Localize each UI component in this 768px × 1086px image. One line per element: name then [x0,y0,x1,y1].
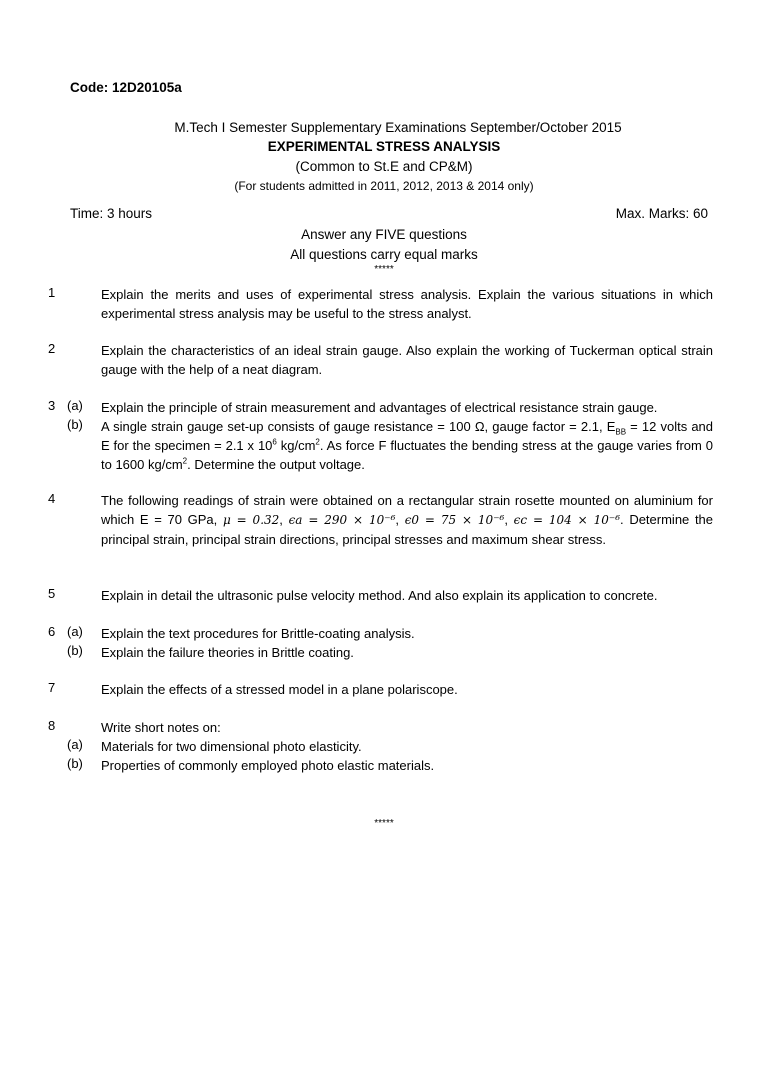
question-number: 6 [48,624,56,639]
exam-title: M.Tech I Semester Supplementary Examinations September/October 2015 [174,120,622,135]
question-text: Explain the effects of a stressed model in a plane polariscope. [101,682,458,697]
sub-label-a: (a) [67,398,83,413]
admitted-note: (For students admitted in 2011, 2012, 2013 & 2014 only) [234,179,534,193]
separator-stars: ***** [374,264,394,275]
question-text: Explain in detail the ultrasonic pulse velocity method. And also explain its application to concrete. [101,588,658,603]
sub-label-a: (a) [67,624,83,639]
end-stars: ***** [374,818,394,829]
question-text-a: Materials for two dimensional photo elasticity. [101,739,362,754]
question-number: 4 [48,491,56,506]
instruction-answer: Answer any FIVE questions [301,227,467,242]
question-text: Explain the merits and uses of experimental stress analysis. Explain the various situations in which experimental stress analysis may be useful to the stress analyst. [101,287,713,321]
time-allowed: Time: 3 hours [70,206,153,221]
question-number: 7 [48,680,56,695]
question-paper-code: Code: 12D20105a [70,80,182,95]
question-number: 8 [48,718,56,733]
question-text-b: A single strain gauge set-up consists of gauge resistance = 100 Ω, gauge factor = 2.1, $E_{BB} = 12$ volts and E for the specimen = 2.1 x $10^6$ $kg/cm^2$. As force F fluctuates the bending stress at the gauge varies from 0 to 1600 $kg/cm^2$. Determine the output voltage. [101,419,714,472]
question-text-b: Explain the failure theories in Brittle coating. [101,645,354,660]
sub-label-b: (b) [67,756,83,771]
subject-title: EXPERIMENTAL STRESS ANALYSIS [267,139,501,154]
question-number: 3 [48,398,56,413]
question-number: 1 [48,285,56,300]
common-to: (Common to St.E and CP&M) [295,159,473,174]
max-marks: Max. Marks: 60 [615,206,708,221]
question-text: Explain the characteristics of an ideal strain gauge. Also explain the working of Tuckerman optical strain gauge with the help of a neat diagram. [101,343,713,377]
question-text: Write short notes on: [101,720,221,735]
question-number: 2 [48,341,56,356]
question-text-b: Properties of commonly employed photo elastic materials. [101,758,435,773]
instruction-marks: All questions carry equal marks [290,247,478,262]
sub-label-a: (a) [67,737,83,752]
sub-label-b: (b) [67,643,83,658]
question-number: 5 [48,586,56,601]
sub-label-b: (b) [67,417,83,432]
question-text-a: Explain the principle of strain measurement and advantages of electrical resistance strain gauge. [101,400,658,415]
question-text: The following readings of strain were obtained on a rectangular strain rosette mounted on aluminium for which E = 70 GPa, μ = 0.32, ϵa = 290 × 10⁻⁶, ϵ0 = 75 × 10⁻⁶, ϵc = 104 × 10⁻⁶. Determine the principal strain, principal strain directions, principal stresses and maximum shear stress. [101,493,714,547]
question-text-a: Explain the text procedures for Brittle-coating analysis. [101,626,415,641]
